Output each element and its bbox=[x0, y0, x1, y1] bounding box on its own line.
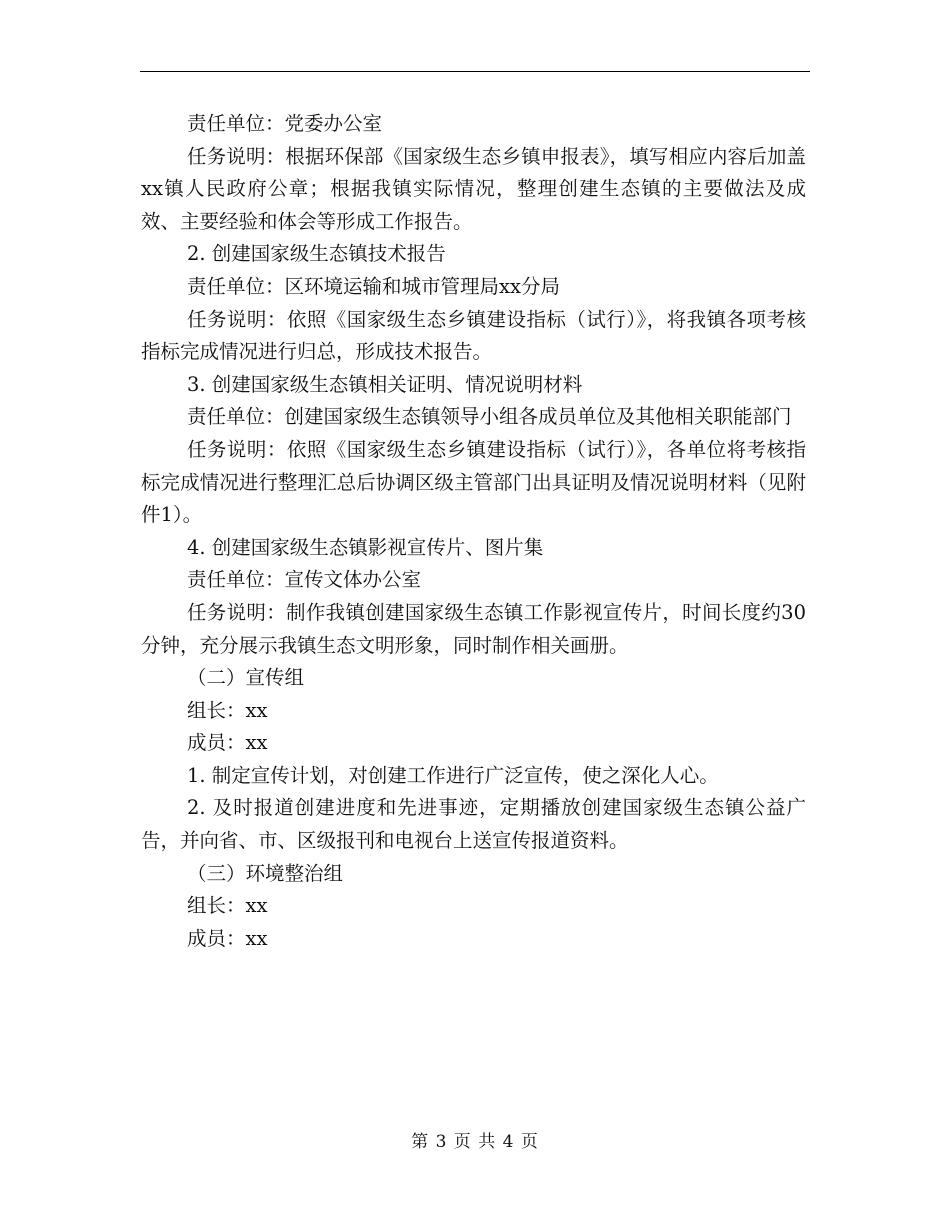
paragraph-publicity-item-1: 1. 制定宣传计划，对创建工作进行广泛宣传，使之深化人心。 bbox=[187, 763, 719, 787]
paragraph-group-leader: 组长：xx bbox=[187, 698, 268, 722]
paragraph-task-description-3: 任务说明：依照《国家级生态乡镇建设指标（试行）》，各单位将考核指标完成情况进行整理汇总后协调区级主管部门出具证明及情况说明材料（见附件1）。 bbox=[141, 437, 806, 527]
paragraph-group-members: 成员：xx bbox=[187, 926, 268, 950]
page-number-footer: 第 3 页 共 4 页 bbox=[411, 1132, 539, 1152]
paragraph-responsible-unit-leading-group: 责任单位：创建国家级生态镇领导小组各成员单位及其他相关职能部门 bbox=[187, 405, 792, 429]
paragraph-task-description-2: 任务说明：依照《国家级生态乡镇建设指标（试行）》，将我镇各项考核指标完成情况进行归总，形成技术报告。 bbox=[141, 307, 806, 364]
paragraph-publicity-item-2: 2. 及时报道创建进度和先进事迹，定期播放创建国家级生态镇公益广告，并向省、市、区级报刊和电视台上送宣传报道资料。 bbox=[141, 796, 806, 853]
document-body bbox=[141, 108, 806, 955]
paragraph-responsible-unit-publicity-office: 责任单位：宣传文体办公室 bbox=[187, 568, 422, 592]
section-heading-environment-group: （三）环境整治组 bbox=[187, 861, 344, 885]
paragraph-item-3-heading: 3. 创建国家级生态镇相关证明、情况说明材料 bbox=[187, 372, 583, 396]
paragraph-group-members: 成员：xx bbox=[187, 731, 268, 755]
paragraph-responsible-unit-env-bureau: 责任单位：区环境运输和城市管理局xx分局 bbox=[187, 274, 560, 298]
section-heading-publicity-group: （二）宣传组 bbox=[187, 666, 305, 690]
paragraph-task-description-4: 任务说明：制作我镇创建国家级生态镇工作影视宣传片，时间长度约30分钟，充分展示我镇生态文明形象，同时制作相关画册。 bbox=[141, 600, 806, 657]
paragraph-item-4-heading: 4. 创建国家级生态镇影视宣传片、图片集 bbox=[187, 535, 544, 559]
paragraph-task-description-1: 任务说明：根据环保部《国家级生态乡镇申报表》，填写相应内容后加盖xx镇人民政府公章；根据我镇实际情况，整理创建生态镇的主要做法及成效、主要经验和体会等形成工作报告。 bbox=[141, 144, 806, 233]
header-rule bbox=[140, 71, 810, 72]
paragraph-group-leader: 组长：xx bbox=[187, 894, 268, 918]
paragraph-responsible-unit-party-office: 责任单位：党委办公室 bbox=[187, 112, 383, 135]
paragraph-item-2-heading: 2. 创建国家级生态镇技术报告 bbox=[187, 242, 446, 266]
